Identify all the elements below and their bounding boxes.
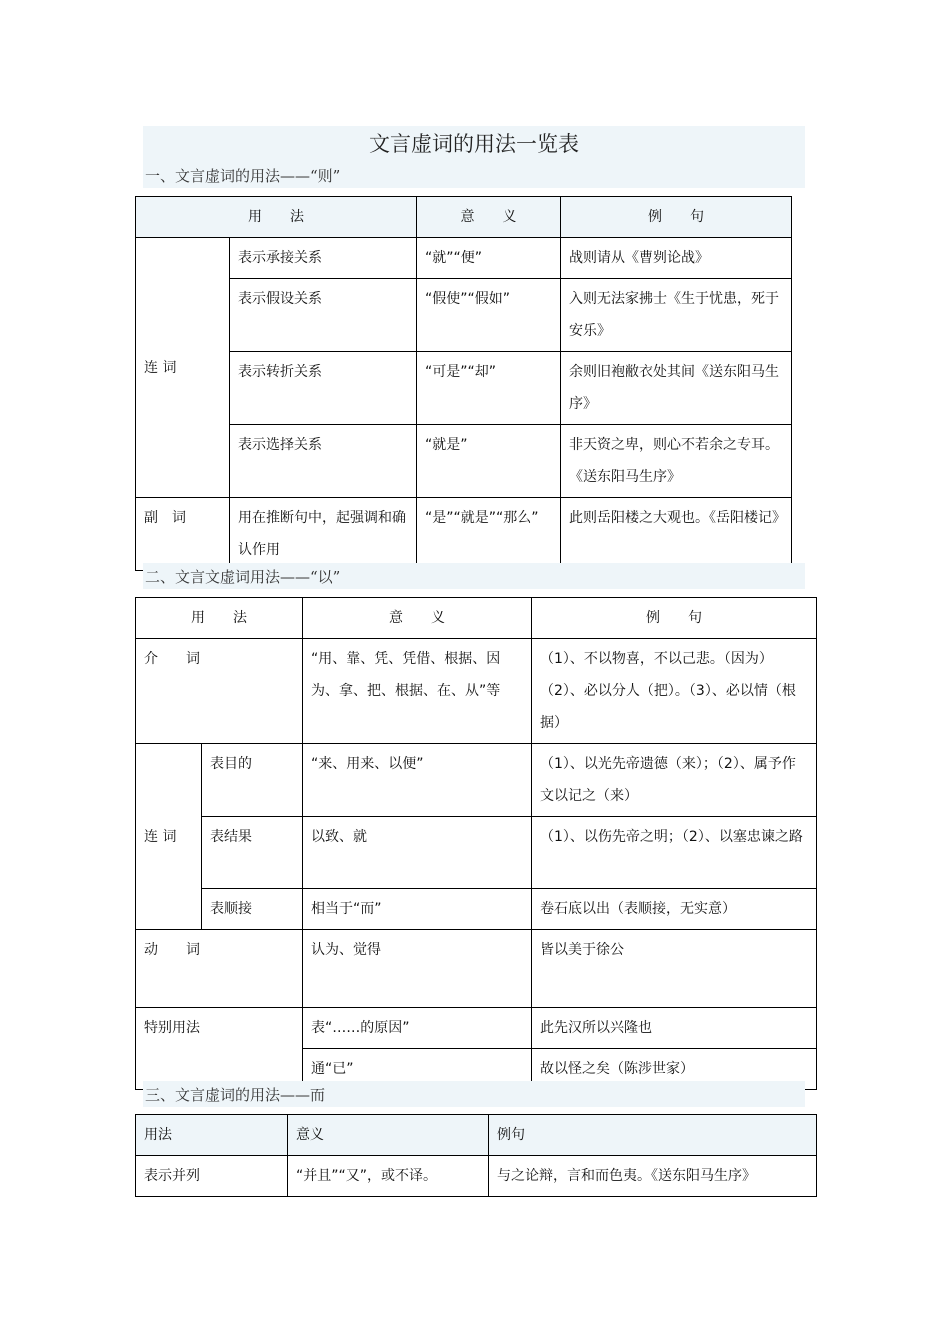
- example-cell: 此则岳阳楼之大观也。《岳阳楼记》: [561, 498, 792, 571]
- header-meaning: 意 义: [303, 598, 532, 639]
- table-row: [136, 238, 792, 279]
- section-3-heading: 三、文言虚词的用法——而: [145, 1086, 326, 1104]
- table-row: [136, 744, 817, 817]
- table-yi: [135, 597, 817, 1090]
- table-row: [136, 279, 792, 352]
- header-example: 例句: [489, 1115, 817, 1156]
- group-label-verb: 动 词: [136, 930, 303, 1008]
- header-example: 例 句: [532, 598, 817, 639]
- table-row: [136, 639, 817, 744]
- section-2-heading: 二、文言文虚词用法——“以”: [145, 568, 341, 586]
- header-meaning: 意义: [288, 1115, 489, 1156]
- table-row: [136, 498, 792, 571]
- group-label-adverb: 副 词: [136, 498, 230, 571]
- group-label-conjunction: 连 词: [136, 238, 230, 498]
- table-row: [136, 930, 817, 1008]
- header-usage: 用 法: [136, 598, 303, 639]
- table-er: [135, 1114, 817, 1197]
- table-row: [136, 352, 792, 425]
- header-usage: 用 法: [136, 197, 417, 238]
- usage-cell: 表顺接: [202, 889, 303, 930]
- example-cell: 卷石底以出（表顺接，无实意）: [532, 889, 817, 930]
- header-usage: 用法: [136, 1115, 288, 1156]
- meaning-cell: “用、靠、凭、凭借、根据、因为、拿、把、根据、在、从”等: [303, 639, 532, 744]
- usage-cell: 表示选择关系: [230, 425, 417, 498]
- meaning-cell: “就”“便”: [417, 238, 561, 279]
- meaning-cell: “就是”: [417, 425, 561, 498]
- usage-cell: 表结果: [202, 817, 303, 889]
- example-cell: （1）、以伤先帝之明；（2）、以塞忠谏之路: [532, 817, 817, 889]
- meaning-cell: “假使”“假如”: [417, 279, 561, 352]
- meaning-cell: 通“已”: [303, 1049, 532, 1090]
- meaning-cell: 认为、觉得: [303, 930, 532, 1008]
- header-example: 例 句: [561, 197, 792, 238]
- meaning-cell: 相当于“而”: [303, 889, 532, 930]
- example-cell: 战则请从《曹刿论战》: [561, 238, 792, 279]
- section-1-heading: 一、文言虚词的用法——“则”: [145, 167, 341, 185]
- header-meaning: 意 义: [417, 197, 561, 238]
- table-row: [136, 817, 817, 889]
- table-row: [136, 425, 792, 498]
- table-row: [136, 1156, 817, 1197]
- group-label-preposition: 介 词: [136, 639, 303, 744]
- example-cell: 此先汉所以兴隆也: [532, 1008, 817, 1049]
- example-cell: （1）、不以物喜，不以己悲。（因为）（2）、必以分人（把）。（3）、必以情（根据）: [532, 639, 817, 744]
- usage-cell: 表示假设关系: [230, 279, 417, 352]
- meaning-cell: 以致、就: [303, 817, 532, 889]
- meaning-cell: “并且”“又”，或不译。: [288, 1156, 489, 1197]
- table-row: [136, 1008, 817, 1049]
- example-cell: 故以怪之矣（陈涉世家）: [532, 1049, 817, 1090]
- meaning-cell: “可是”“却”: [417, 352, 561, 425]
- example-cell: （1）、以光先帝遗德（来）；（2）、属予作文以记之（来）: [532, 744, 817, 817]
- usage-cell: 用在推断句中，起强调和确认作用: [230, 498, 417, 571]
- group-label-conjunction: 连 词: [136, 744, 202, 930]
- example-cell: 皆以美于徐公: [532, 930, 817, 1008]
- usage-cell: 表示并列: [136, 1156, 288, 1197]
- meaning-cell: 表“……的原因”: [303, 1008, 532, 1049]
- page-title: 文言虚词的用法一览表: [369, 132, 579, 156]
- table-row: [136, 889, 817, 930]
- example-cell: 与之论辩，言和而色夷。《送东阳马生序》: [489, 1156, 817, 1197]
- example-cell: 非天资之卑，则心不若余之专耳。《送东阳马生序》: [561, 425, 792, 498]
- group-label-special: 特别用法: [136, 1008, 303, 1090]
- meaning-cell: “是”“就是”“那么”: [417, 498, 561, 571]
- usage-cell: 表示承接关系: [230, 238, 417, 279]
- usage-cell: 表示转折关系: [230, 352, 417, 425]
- table-ze: [135, 196, 792, 571]
- example-cell: 入则无法家拂士《生于忧患，死于安乐》: [561, 279, 792, 352]
- usage-cell: 表目的: [202, 744, 303, 817]
- meaning-cell: “来、用来、以便”: [303, 744, 532, 817]
- example-cell: 余则旧袍敝衣处其间《送东阳马生序》: [561, 352, 792, 425]
